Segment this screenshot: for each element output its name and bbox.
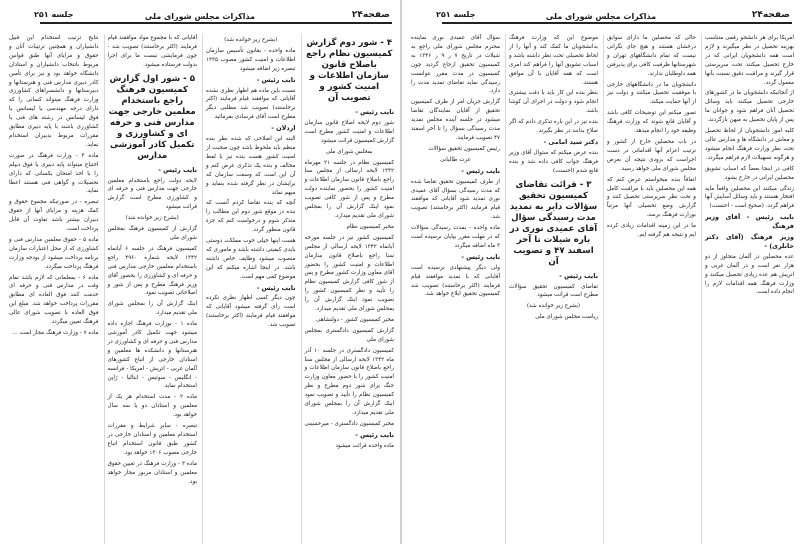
session-label: جلسه ۲۵۱ xyxy=(34,10,74,19)
paragraph: تقاضای کمیسیون تحقیق سؤالات مطرح است قرائت میشود xyxy=(509,283,598,299)
text-column xyxy=(202,34,296,544)
paragraph: (بشرح زیر خوانده شد) xyxy=(526,303,581,310)
paragraph: زندگی میکنند این محصلین واقعاً مایه افتخار هستند و باید وسائل آسایش آنها فراهم گردد. (صحیح است - احسنت) xyxy=(705,185,794,210)
paragraph: تبصره - سایر شرایط و مقررات استخدام معلمین و استادان خارجی در کشور طبق قانون استخدام اتباع خارجی مصوب ۱۳۰۶ خواهد بود. xyxy=(107,423,197,456)
paragraph: تبصره - در صورتیکه مجموع حقوق و کمک هزینه و مزایای آنها از حقوق دبیران بیشتر باشد تفاوت آن قابل پرداخت است. xyxy=(9,199,99,233)
page-header-title: مذاکرات مجلس شورای ملی xyxy=(545,12,657,21)
paragraph: (بشرح زیر خوانده شد) xyxy=(224,37,278,43)
paragraph: مخبر کمیسیون دادگستری - میرحسینی xyxy=(304,420,394,427)
page-number: صفحه۲۴ xyxy=(351,10,390,20)
speaker-label: نایب رئیس - آقای وزیر فرهنگ xyxy=(705,213,794,231)
paragraph: هست اینها خیلی خوب مملکت دوستی بایدی کیفیتی داشته باشد و ماموری که منصوب میشود وظایف خاص داشته باشد. در اینجا اشاره میکنم که این موضوع کمی مهم است. xyxy=(206,238,296,280)
paragraph: رئیس کمیسیون تحقیق سؤالات xyxy=(428,145,500,152)
paragraph: شور دوم لایحه اصلاح قانون سازمان اطلاعات و امنیت کشور مطرح است گزارش کمیسیون قرائت میشود xyxy=(304,119,394,144)
paragraph: کلیه امور دانشجویان از لحاظ تحصیل و معاش در دانشگاه ها و مدارس عالی تحت نظر وزارت فرهنگ انجام میشود و هرگونه تسهیلات لازم فراهم میگردد. xyxy=(705,128,794,161)
section-heading: ۳ - قرائت تقاضای کمیسیون تحقیق سؤالات دایر به تمدید مدت رسیدگی سؤال آقای عمیدی نوری در باره شیلات تا آخر اسفند ۴۷ و تصویب آن xyxy=(509,179,598,267)
paragraph: ماده ۲ - مدت استخدام هر یک از معلمین و استادان دو یا سه سال خواهد بود. xyxy=(107,394,197,419)
paragraph: (بشرح زیر خوانده شد) xyxy=(125,215,179,222)
paragraph: بنده نیز در این باره تذکری دادم که اگر صلاح بدانند در نظر بگیرند. xyxy=(509,119,598,135)
page-number: صفحه۲۴ xyxy=(751,10,790,20)
paragraph: ماده ۳ - وزارت فرهنگ در تعیین حقوق معلمین و استادان مزبور مجاز خواهد بود. xyxy=(107,460,197,485)
section-heading: ۴ - شور دوم گزارش کمیسیون نظام راجع باصلاح قانون سازمان اطلاعات و امنیت کشور و تصویب آن xyxy=(306,38,393,103)
paragraph: کمیسیون فرهنگ در جلسه ۶ آبانماه ۱۳۴۲ لایحه شماره ۴۹۶۰ راجع باستخدام معلمین خارجی مدارس فنی و حرفه ای و کشاورزی را بحضور آقای وزیر فرهنگ مطرح و پس از شور و اصلاحاتی تصویب نمود. xyxy=(107,245,197,297)
paragraph: تصور میکنم این توضیحات کافی باشد و آقایان قانع شوند که وزارت فرهنگ وظیفه خود را انجام میدهد. xyxy=(607,110,696,135)
header-rule xyxy=(40,22,392,24)
paragraph: موضوع این که وزارت فرهنگ بدانشجویان ما کمک کند و آنها را از لحاظ تحصیلی تحت نظر داشته باشد و اسباب تشویق آنها را فراهم کند امری است که همه آقایان با آن موافق هستند. xyxy=(509,35,598,86)
header-rule xyxy=(442,22,792,24)
speaker-label: دکتر سید امامی - xyxy=(543,137,598,146)
paragraph: کمیسیون نظام در جلسه ۲۱ مهرماه ۱۳۴۲ لایحه ارسالی از مجلس سنا راجع باصلاح قانون سازمان اطلاعات و امنیت کشور را بحضور نماینده دولت مطرح و پس از شور کافی تصویب نمود اینک گزارش آن را بمجلس شورای ملی تقدیم میدارد. xyxy=(304,159,394,219)
paragraph: دانشجویان ما در دانشگاههای خارجی با موفقیت تحصیل میکنند و دولت نیز از آنها حمایت میکند. xyxy=(607,81,696,106)
paragraph: در باب محصلین خارج از کشور و ترتیب اعزام آنها اقداماتی در دست اجراست که بزودی نتیجه آن بعرض مجلس شورای ملی خواهد رسید. xyxy=(607,138,696,172)
paragraph: گزارش کمیسیون دادگستری بمجلس شورای ملی xyxy=(304,327,394,343)
text-column xyxy=(505,34,598,544)
paragraph: کافی در اینجا بعضاً که اسباب تشویق محصلین ایرانی در خارج بشود. xyxy=(705,165,794,181)
paragraph: ما در این زمینه اقدامات زیادی کرده ایم و نتیجه هم گرفته ایم. xyxy=(607,223,696,239)
speaker-label: نایب رئیس - xyxy=(355,430,394,439)
paragraph: ماده ۱ - بوزارت فرهنگ اجازه داده میشود جهت تکمیل کادر آموزشی مدارس فنی و حرفه ای و کشاورزی در هنرستانها و دانشکده ها معلمین و استادان خارجی از اتباع کشورهای آلمان غربی - اتریش - امریکا - فرانسه - انگلیس - سوئیس - ایتالیا - ژاپن استخدام نماید. xyxy=(107,321,197,390)
paragraph: سؤال آقای عمیدی نوری نماینده محترم مجلس شورای ملی راجع به شیلات در تاریخ ۷ ر ۹ ر ۱۳۴۶ به کمیسیون تحقیق ارجاع گردید چون کمیسیون در مدت مقرر نتوانست رسیدگی نماید تقاضای تمدید مدت را دارد. xyxy=(411,35,500,95)
paragraph: عده محصلین در آلمان متجاوز از دو هزار نفر است و در آلمان غربی و اتریش هم عده زیادی تحصیل میکنند و وزارت فرهنگ همه اقدامات لازم را انجام داده است. xyxy=(705,253,794,296)
paragraph: کمیسیون دادگستری در جلسه ۱۰ آذر ماه ۱۳۴۲ لایحه ارسالی از مجلس سنا راجع باصلاح قانون سازمان اطلاعات و امنیت کشور را با حضور معاون وزارت جنگ برای شور دوم مطرح و نظر کمیسیون نظام را تأیید و تصویب نمود اینک گزارش آن را بمجلس شورای ملی تقدیم میدارد. xyxy=(304,347,394,416)
paragraph: نتایج ترتیب استخدام این قبیل دانشیاران و همچنین ترتیبات آنان و حقوق و مزایای آنها طبق قوانین مربوط بانتخاب دانشیاران و استادان دانشگاه خواهد بود و نیز برای تأمین کادر دبیری مدارس فنی و هنرستانها و دبیرستانها و دانشسراهای کشاورزی وزارت فرهنگ میتواند کسانی را که دارای درجه مهندسی یا لیسانس یا فوق لیسانس در رشته های فنی یا کشاورزی باشند با پایه دبیری مطابق مقررات مربوط بدبیران استخدام نماید. xyxy=(9,35,99,148)
paragraph: گزارش جریان امر از طرف کمیسیون تحقیق از آقایان نمایندگان تقاضا میشود در جلسه آینده مجلس تمدید مدت رسیدگی بسؤال را تا آخر اسفند ۴۷ تصویب فرمایند. xyxy=(411,99,500,141)
page-header-title: مذاکرات مجلس شورای ملی xyxy=(144,12,256,21)
paragraph: مخبر کمیسیون نظام xyxy=(346,223,394,230)
paragraph: آقایانی که با مجموع مواد موافقند قیام فرمایند (اکثر برخاستند) تصویب شد - چون فرمایشی نیست ما برای اجرا بدولت فرستاده میشود. xyxy=(107,35,197,68)
text-column xyxy=(301,34,395,544)
speaker-label: نایب رئیس - xyxy=(461,166,500,175)
text-column xyxy=(603,34,696,544)
text-column xyxy=(104,34,198,544)
section-heading: ۵ - شور اول گزارش کمیسیون فرهنگ راجع باستخدام معلمین خارجی جهت مدارس فنی و حرفه ای و کشاورزی و تکمیل کادر آموزشی مدارس xyxy=(108,73,196,161)
paragraph: آنچه که بنده تقاضا کردم آنست که بنده در موقع شور دوم این مطالب را متذکر شوم و درخواست کنم که جزء قانون منظور گردد. xyxy=(206,200,296,234)
paragraph: کمیسیون کشور نیز در جلسه مورخه آبانماه ۱۳۴۲ لایحه ارسالی از مجلس سنا راجع باصلاح قانون سازمان اطلاعات و امنیت کشور را بحضور آقای معاون وزارت کشور مطرح و پس از شور کافی گزارش کمیسیون نظام را تأیید و نظر کمیسیون کشور را تصویب نمود اینک گزارش آن را بمجلس شورای ملی تقدیم میدارد. xyxy=(304,234,394,313)
paragraph: چون دیگر کسی اظهار نظری نکرده است رأی گرفته میشود آقایانی که موافقند قیام فرمایند (اکثر برخاستند) تصویب شد. xyxy=(206,295,296,329)
paragraph: حالی که محصلین ما دارای سوابق درخشان هستند و هیچ جای نگرانی نیست که تمام دانشگاههای تهران و شهرستانها ظرفیت کافی برای پذیرفتن همه داوطلبان ندارند. xyxy=(607,35,696,77)
right-page-columns xyxy=(408,34,794,544)
speaker-label: نایب رئیس - xyxy=(256,283,296,292)
paragraph: بنظر بنده این کار باید با دقت بیشتری انجام شود و دولت در اجرای آن کوشا باشد. xyxy=(509,90,598,115)
paragraph: ولی دیگر پیشنهادی نرسیده است آقایانی که با تمدید موافقند قیام فرمایند (اکثر برخاستند) تصویب شد کمیسیون تحقیق ابلاغ خواهد شد. xyxy=(411,264,500,298)
speaker-label: اردلان - xyxy=(271,124,296,133)
paragraph: ماده ۵ - حقوق معلمین مدارس فنی و کشاورزی که از محل اعتبارات سازمان برنامه پرداخت میشود از بودجه وزارت فرهنگ پرداخت میگردد. xyxy=(9,236,99,270)
paragraph: نسبت باین ماده هم اظهار نظری نشده آقایانی که موافقند قیام فرمایند (اکثر برخاستند) تصویب شد مطلبی دیگر مطرح است آقای فرسادی بفرمائید xyxy=(206,87,296,121)
paragraph: لایحه دولت راجع باستخدام معلمین خارجی جهت مدارس فنی و حرفه ای و کشاورزی مطرح است گزارش قرائت میشود xyxy=(107,177,197,211)
speaker-label: نایب رئیس - xyxy=(158,165,197,174)
paragraph: از طرف کمیسیون تحقیق تقاضا شده که مدت رسیدگی بسؤال آقای عمیدی نوری تمدید شود آقایانی که موافقند قیام فرمایند (اکثر برخاستند) تصویب شد. xyxy=(411,178,500,221)
speaker-label: وزیر فرهنگ (آقای دکتر خانلری) - xyxy=(705,233,794,250)
paragraph: ماده واحده قرائت میشود xyxy=(335,442,394,449)
paragraph: بمجلس شورای ملی xyxy=(325,148,373,155)
paragraph: بنده عرض میکنم که سئوال آقای وزیر فرهنگ جواب کافی داده شد و بنده قانع شدم (احسنت) xyxy=(509,149,598,174)
speaker-label: نایب رئیس - xyxy=(256,75,296,84)
paragraph: البته این اصلاحی که شده نظر بنده منظم باید ملحوظ باشد چون صحبت از امنیت کشور هست بنده نیز با لفظ مخالف و بنده یک تذکری عرض کنم و آن این است که وسعت سازمان که برایشان در نظر گرفته شده بنماید و مبهم نماند xyxy=(206,136,296,196)
paragraph: ماده ۷ - وزارت فرهنگ مجاز است ... xyxy=(12,330,99,336)
paragraph: اینک گزارش آن را بمجلس شورای ملی تقدیم میدارد. xyxy=(107,301,197,317)
paragraph: ماده ۶ - بمعلمانی که لازم باشد تمام وقت در مدارس فنی و حرفه ای خدمت کنند فوق العاده ای مطابق مقررات پرداخت خواهد شد. مبلغ این فوق العاده با تصویب شورای عالی فرهنگ تعیین میگردد. xyxy=(9,274,99,326)
speaker-label: نایب رئیس - xyxy=(355,108,394,116)
paragraph: اتفاقاً بنده میخواستم عرض کنم که همه این محصلین باید با مراقبت کامل و تحت نظر سرپرستی تحصیل کنند و گزارش وضع تحصیلی آنها مرتباً بوزارت فرهنگ برسد. xyxy=(607,176,696,219)
paragraph: ماده واحده - بقانون تأسیس سازمان اطلاعات و امنیت کشور مصوب ۱۳۳۵ تبصره زیر اضافه میشود xyxy=(206,47,296,72)
paragraph: گزارش از کمیسیون فرهنگ بمجلس شورای ملی xyxy=(107,226,197,241)
left-page-columns xyxy=(6,34,394,544)
paragraph: ریاست مجلس شورای ملی xyxy=(535,314,598,321)
session-label: جلسه ۲۵۱ xyxy=(436,10,476,19)
speaker-label: نایب رئیس - xyxy=(559,271,598,280)
text-column xyxy=(701,34,794,544)
paragraph: ماده ۴ - وزارت فرهنگ در صورت احتیاج میتواند پایه دبیری یا فوق دیپلم را با اخذ امتحان بکسانی که دارای تحصیلات و گواهی فنی هستند اعطا نماید. xyxy=(9,152,99,195)
paragraph: ماده واحده - بمدت رسیدگی سؤالات که در مهلت مقرر بپایان نرسیده است ۳ ماه اضافه میگردد xyxy=(411,225,500,249)
speaker-label: نایب رئیس - xyxy=(461,252,500,261)
paragraph: امریکا برای هر دانشجو رقمی متناسب بهزینه تحصیل در نظر میگیرند و لازم است همه دانشجویان ایرانی که در خارج تحصیل میکنند تحت سرپرستی قرار گیرند و مراقبت دقیق نسبت بآنها معمول گردد. xyxy=(705,35,794,86)
right-page xyxy=(400,0,800,544)
paragraph: عزت طالبانی xyxy=(440,156,471,163)
text-column xyxy=(408,34,500,544)
paragraph: از آنجائیکه دانشجویان ما در کشورهای خارجی تحصیل میکنند باید وسائل تحصیل آنان فراهم شود و جوانان ما پس از پایان تحصیل به میهن بازگردند. xyxy=(705,90,794,124)
paragraph: مخبر کمیسیون کشور - دولتشاهی xyxy=(316,316,394,323)
text-column xyxy=(6,34,99,544)
